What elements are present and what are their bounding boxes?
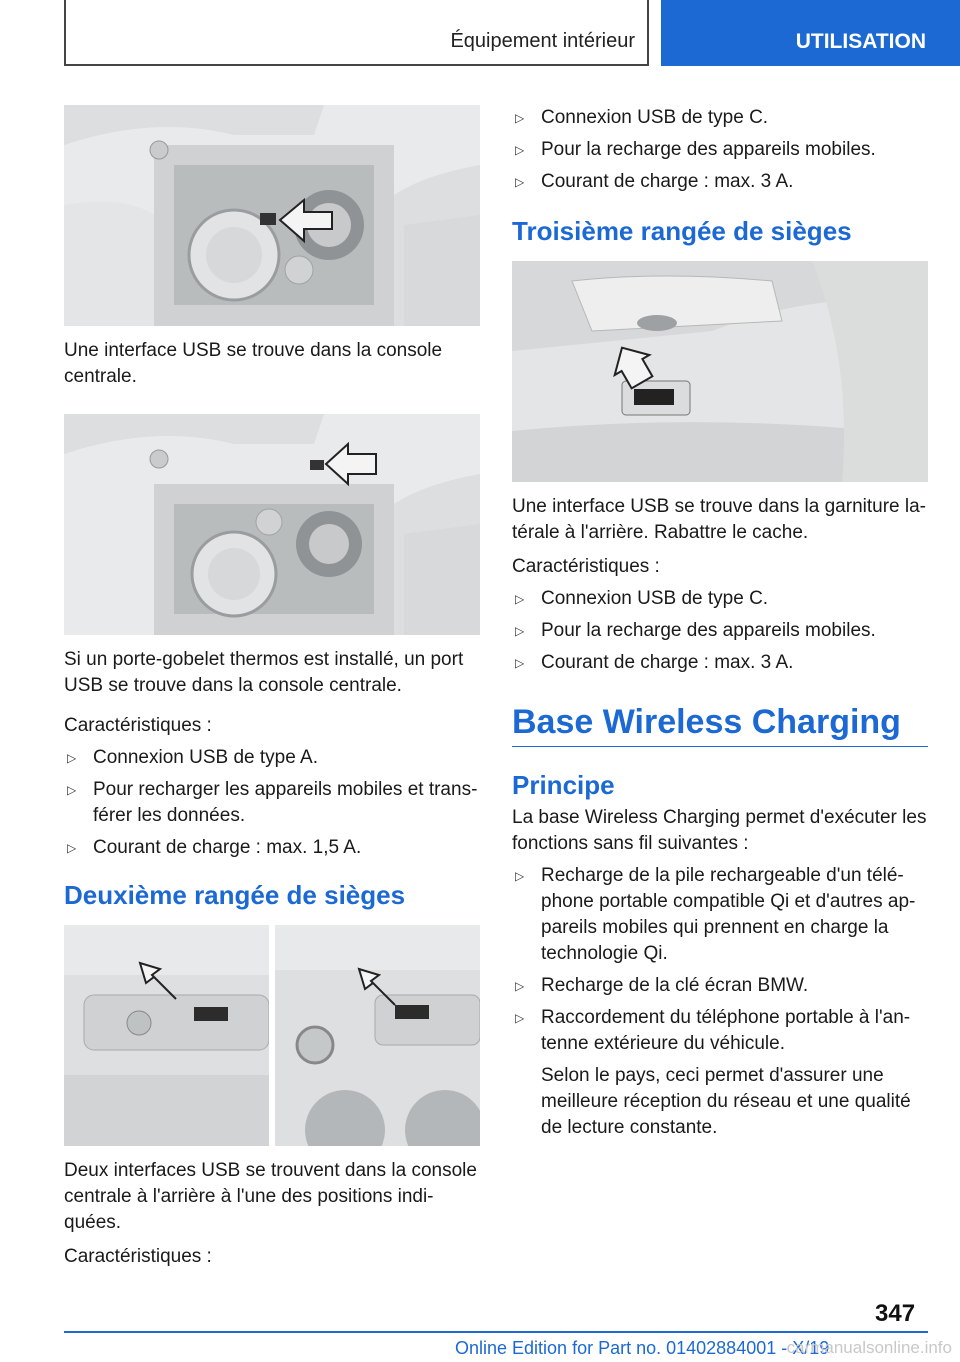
footer-divider [64, 1331, 928, 1333]
edition-text: Online Edition for Part no. 01402884001 - X/19 [455, 1338, 830, 1358]
triangle-right-outline-icon: ▷ [515, 979, 525, 993]
list-item: ▷ Pour recharger les appareils mobiles et trans-férer les données. [67, 779, 478, 826]
characteristics-label-3: Caractéristiques : [512, 556, 660, 577]
list-item: ▷ Connexion USB de type C. [512, 105, 928, 131]
left-column [64, 105, 480, 1270]
principle-list [512, 863, 928, 1141]
chapter-tab[interactable] [661, 0, 960, 66]
characteristics-label-1: Caractéristiques : [64, 715, 212, 736]
triangle-right-outline-icon: ▷ [515, 869, 525, 883]
section-title: Équipement intérieur [450, 30, 635, 52]
list-item: ▷ Courant de charge : max. 3 A. [512, 650, 928, 676]
figure-usb-second-row-b [275, 925, 480, 1146]
triangle-right-outline-icon: ▷ [515, 143, 525, 157]
triangle-right-outline-icon: ▷ [515, 656, 525, 670]
figure-usb-center-console [64, 105, 480, 326]
triangle-right-outline-icon: ▷ [515, 175, 525, 189]
triangle-right-outline-icon: ▷ [67, 841, 77, 855]
heading-third-row: Troisième rangée de sièges [512, 216, 852, 246]
triangle-right-outline-icon: ▷ [515, 111, 525, 125]
characteristics-list-1 [64, 745, 480, 861]
sub-heading-principle: Principe [512, 770, 615, 800]
triangle-right-outline-icon: ▷ [515, 624, 525, 638]
triangle-right-outline-icon: ▷ [515, 592, 525, 606]
figure-usb-second-row [64, 925, 480, 1146]
list-item: ▷ Connexion USB de type C. [512, 586, 928, 612]
chapter-tab-label: UTILISATION [795, 30, 926, 53]
right-column [512, 105, 928, 1147]
triangle-right-outline-icon: ▷ [67, 751, 77, 765]
characteristics-list-2 [512, 105, 928, 195]
figure-usb-second-row-a [64, 925, 269, 1146]
page-number: 347 [875, 1300, 916, 1327]
main-heading-wireless-charging: Base Wireless Charging [512, 702, 928, 747]
list-item: ▷ Pour la recharge des appareils mobiles. [512, 618, 928, 644]
fig4-caption: Une interface USB se trouve dans la garniture la-térale à l'arrière. Rabattre le cache. [512, 496, 926, 543]
triangle-right-outline-icon: ▷ [515, 1011, 525, 1025]
list-item: ▷ Raccordement du téléphone portable à l'an-tenne extérieure du véhicule. Selon le pays, ceci permet d'assurer une meilleure réception du réseau et une qualité de lecture constante. [512, 1005, 928, 1141]
watermark-brand: carmanualsonline.info [786, 1338, 952, 1357]
list-item: ▷ Courant de charge : max. 1,5 A. [64, 835, 480, 861]
fig1-caption: Une interface USB se trouve dans la console centrale. [64, 340, 443, 387]
list-item: ▷ Recharge de la clé écran BMW. [512, 973, 928, 999]
figure-usb-thermos-holder [64, 414, 480, 635]
characteristics-list-3 [512, 586, 928, 676]
fig2-caption: Si un porte-gobelet thermos est installé, un port USB se trouve dans la console centrale. [64, 649, 464, 696]
header-frame [64, 0, 649, 66]
list-item: ▷ Pour la recharge des appareils mobiles. [512, 137, 928, 163]
principle-text: La base Wireless Charging permet d'exécuter les fonctions sans fil suivantes : [512, 807, 927, 854]
list-item: ▷ Recharge de la pile rechargeable d'un télé-phone portable compatible Qi et d'autres ap-pareils mobiles qui prennent en charge la technologie Qi. [515, 865, 916, 964]
principle-note: Selon le pays, ceci permet d'assurer une meilleure réception du réseau et une qualité de lecture constante. [541, 1065, 911, 1138]
list-item: ▷ Courant de charge : max. 3 A. [512, 169, 928, 195]
heading-second-row: Deuxième rangée de sièges [64, 880, 406, 910]
characteristics-label-2: Caractéristiques : [64, 1246, 212, 1267]
figure-usb-third-row [512, 261, 928, 482]
list-item: ▷ Connexion USB de type A. [64, 745, 480, 771]
triangle-right-outline-icon: ▷ [67, 783, 77, 797]
fig3-caption: Deux interfaces USB se trouvent dans la console centrale à l'arrière à l'une des positions indi-quées. [64, 1160, 477, 1233]
